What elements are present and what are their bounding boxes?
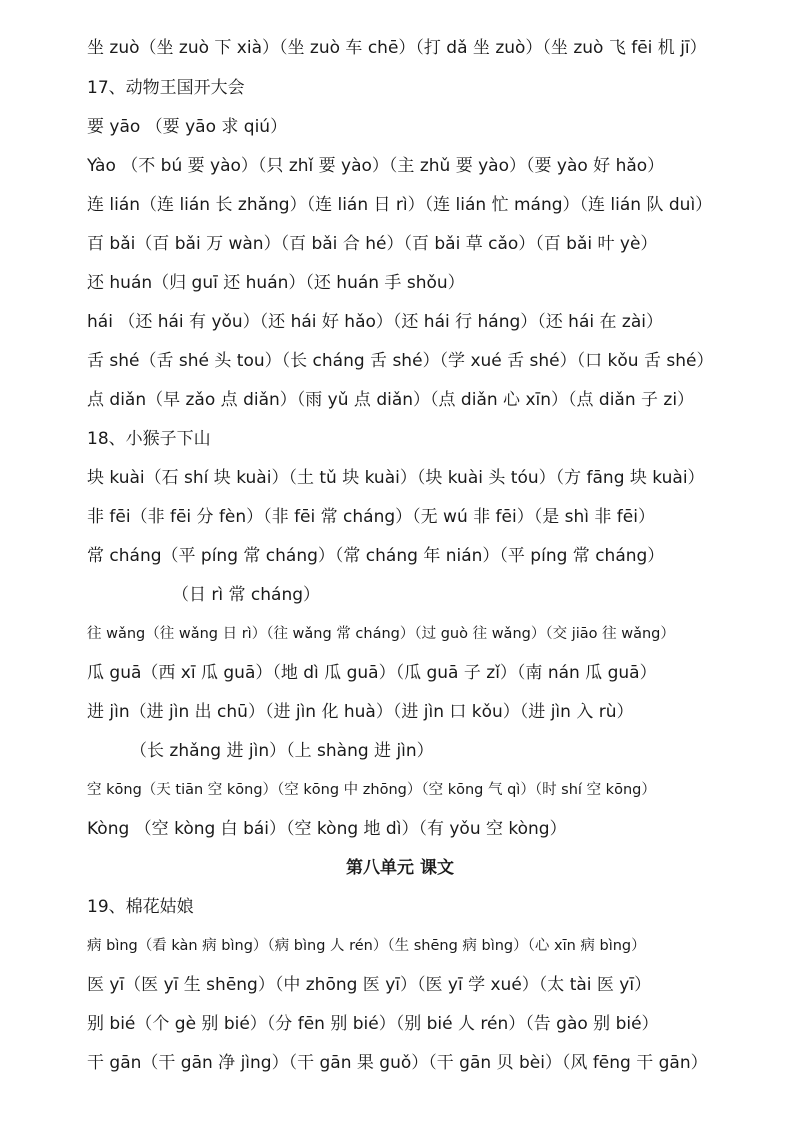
- vocab-line-kuai: 块 kuài（石 shí 块 kuài）（土 tǔ 块 kuài）（块 kuài 头 tóu）（方 fāng 块 kuài）: [87, 468, 705, 488]
- vocab-line-fei: 非 fēi（非 fēi 分 fèn）（非 fēi 常 cháng）（无 wú 非 fēi）（是 shì 非 fēi）: [87, 507, 655, 527]
- vocab-line-zuo: 坐 zuò（坐 zuò 下 xià）（坐 zuò 车 chē）（打 dǎ 坐 zuò）（坐 zuò 飞 fēi 机 jī）: [87, 38, 707, 58]
- vocab-line-chang-cont: （日 rì 常 cháng）: [172, 585, 321, 605]
- vocab-line-yao4: Yào （不 bú 要 yào）（只 zhǐ 要 yào）（主 zhǔ 要 yào）（要 yào 好 hǎo）: [87, 156, 665, 176]
- vocab-line-jin: 进 jìn（进 jìn 出 chū）（进 jìn 化 huà）（进 jìn 口 kǒu）（进 jìn 入 rù）: [87, 702, 634, 722]
- vocab-line-hai: hái （还 hái 有 yǒu）（还 hái 好 hǎo）（还 hái 行 háng）（还 hái 在 zài）: [87, 312, 663, 332]
- lesson-heading-19: 19、棉花姑娘: [87, 897, 194, 917]
- vocab-line-gua: 瓜 guā（西 xī 瓜 guā）（地 dì 瓜 guā）（瓜 guā 子 zǐ）（南 nán 瓜 guā）: [87, 663, 657, 683]
- vocab-line-yi: 医 yī（医 yī 生 shēng）（中 zhōng 医 yī）（医 yī 学 xué）（太 tài 医 yī）: [87, 975, 652, 995]
- vocab-line-bie: 别 bié（个 gè 别 bié）（分 fēn 别 bié）（别 bié 人 rén）（告 gào 别 bié）: [87, 1014, 659, 1034]
- vocab-line-jin-cont: （长 zhǎng 进 jìn）（上 shàng 进 jìn）: [130, 741, 434, 761]
- vocab-line-yao1: 要 yāo （要 yāo 求 qiú）: [87, 117, 288, 137]
- vocab-line-chang: 常 cháng（平 píng 常 cháng）（常 cháng 年 nián）（平 píng 常 cháng）: [87, 546, 665, 566]
- vocab-line-bai: 百 bǎi（百 bǎi 万 wàn）（百 bǎi 合 hé）（百 bǎi 草 cǎo）（百 bǎi 叶 yè）: [87, 234, 658, 254]
- unit-heading: 第八单元 课文: [346, 858, 454, 878]
- vocab-line-dian: 点 diǎn（早 zǎo 点 diǎn）（雨 yǔ 点 diǎn）（点 diǎn 心 xīn）（点 diǎn 子 zi）: [87, 390, 695, 410]
- vocab-line-kong4: Kòng （空 kòng 白 bái）（空 kòng 地 dì）（有 yǒu 空 kòng）: [87, 819, 567, 839]
- vocab-line-lian: 连 lián（连 lián 长 zhǎng）（连 lián 日 rì）（连 lián 忙 máng）（连 lián 队 duì）: [87, 195, 713, 215]
- vocab-line-she: 舌 shé（舌 shé 头 tou）（长 cháng 舌 shé）（学 xué 舌 shé）（口 kǒu 舌 shé）: [87, 351, 714, 371]
- vocab-line-kong1: 空 kōng（天 tiān 空 kōng）（空 kōng 中 zhōng）（空 kōng 气 qì）（时 shí 空 kōng）: [87, 782, 656, 798]
- lesson-heading-18: 18、小猴子下山: [87, 429, 211, 449]
- vocab-line-wang: 往 wǎng（往 wǎng 日 rì）（往 wǎng 常 cháng）（过 guò 往 wǎng）（交 jiāo 往 wǎng）: [87, 626, 675, 642]
- lesson-heading-17: 17、动物王国开大会: [87, 78, 245, 98]
- vocab-line-gan: 干 gān（干 gān 净 jìng）（干 gān 果 guǒ）（干 gān 贝 bèi）（风 fēng 干 gān）: [87, 1053, 708, 1073]
- vocab-line-bing: 病 bìng（看 kàn 病 bìng）（病 bìng 人 rén）（生 shēng 病 bìng）（心 xīn 病 bìng）: [87, 938, 646, 954]
- vocab-line-huan: 还 huán（归 guī 还 huán）（还 huán 手 shǒu）: [87, 273, 465, 293]
